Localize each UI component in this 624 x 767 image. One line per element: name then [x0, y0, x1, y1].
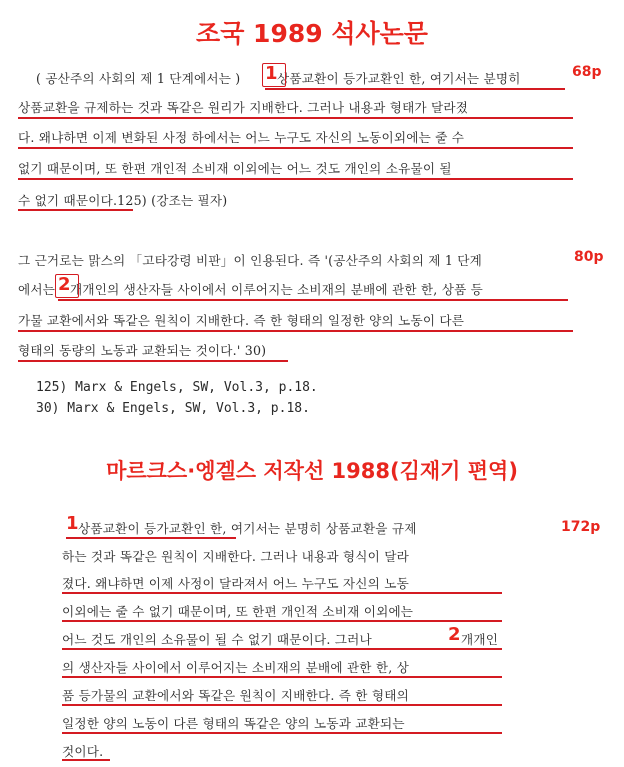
red-underline — [62, 676, 502, 678]
text-line: 상품교환을 규제하는 것과 똑같은 원리가 지배한다. 그러나 내용과 형태가 달라졌 — [18, 100, 469, 115]
red-underline — [58, 299, 568, 301]
page-ref-172: 172p — [561, 519, 601, 535]
text-line: 그 근거로는 맑스의 「고타강령 비판」이 인용된다. 즉 '(공산주의 사회의 제 1 단계 — [18, 253, 482, 268]
red-underline — [62, 759, 110, 761]
red-underline — [62, 620, 502, 622]
page-ref-68: 68p — [572, 64, 602, 80]
text-line: 품 등가물의 교환에서와 똑같은 원칙이 지배한다. 즉 한 형태의 — [62, 688, 409, 703]
red-underline — [18, 178, 573, 180]
text-line: 없기 때문이며, 또 한편 개인적 소비재 이외에는 어느 것도 개인의 소유물이 될 — [18, 161, 452, 176]
text-line: 어느 것도 개인의 소유물이 될 수 없기 때문이다. 그러나 — [62, 632, 372, 647]
text-line: 의 생산자들 사이에서 이루어지는 소비재의 분배에 관한 한, 상 — [62, 660, 409, 675]
text-line: 개개인 — [461, 632, 499, 647]
red-underline — [265, 88, 565, 90]
text-line: 수 없기 때문이다.125) (강조는 필자) — [18, 193, 228, 208]
red-underline — [62, 648, 502, 650]
red-underline — [18, 117, 573, 119]
text-line: 상품교환이 등가교환인 한, 여기서는 분명히 상품교환을 규제 — [78, 521, 417, 536]
footnote-125: 125) Marx & Engels, SW, Vol.3, p.18. — [36, 380, 318, 395]
text-line: 에서는 — [18, 282, 56, 297]
text-line: 개개인의 생산자들 사이에서 이루어지는 소비재의 분배에 관한 한, 상품 등 — [70, 282, 483, 297]
red-underline — [66, 537, 236, 539]
text-line: 다. 왜냐하면 이제 변화된 사정 하에서는 어느 누구도 자신의 노동이외에는 줄 수 — [18, 130, 465, 145]
text-line: 것이다. — [62, 744, 104, 759]
text-line: 졌다. 왜냐하면 이제 사정이 달라져서 어느 누구도 자신의 노동 — [62, 576, 409, 591]
red-underline — [62, 704, 502, 706]
footnote-30: 30) Marx & Engels, SW, Vol.3, p.18. — [36, 401, 310, 416]
marker-1: 1 — [265, 63, 278, 84]
highlight-box — [262, 63, 286, 87]
text-line: 이외에는 줄 수 없기 때문이며, 또 한편 개인적 소비재 이외에는 — [62, 604, 414, 619]
red-underline — [62, 592, 502, 594]
text-line: 하는 것과 똑같은 원칙이 지배한다. 그러나 내용과 형식이 달라 — [62, 549, 409, 564]
text-line: 상품교환이 등가교환인 한, 여기서는 분명히 — [277, 71, 521, 86]
text-line: ( 공산주의 사회의 제 1 단계에서는 ) — [36, 71, 241, 86]
text-line: 형태의 동량의 노동과 교환되는 것이다.' 30) — [18, 343, 267, 358]
red-underline — [62, 732, 502, 734]
marker-2: 2 — [58, 274, 71, 295]
text-line: 가물 교환에서와 똑같은 원칙이 지배한다. 즉 한 형태의 일정한 양의 노동이 다른 — [18, 313, 465, 328]
red-underline — [18, 360, 288, 362]
red-underline — [18, 147, 573, 149]
section-title-selected-works: 마르크스·엥겔스 저작선 1988(김재기 편역) — [106, 459, 518, 483]
section-title-thesis: 조국 1989 석사논문 — [196, 19, 428, 48]
highlight-box — [55, 274, 79, 298]
marker-1: 1 — [66, 513, 79, 534]
page-ref-80: 80p — [574, 249, 604, 265]
marker-2: 2 — [448, 624, 461, 645]
red-underline — [18, 209, 133, 211]
red-underline — [18, 330, 573, 332]
text-line: 일정한 양의 노동이 다른 형태의 똑같은 양의 노동과 교환되는 — [62, 716, 405, 731]
